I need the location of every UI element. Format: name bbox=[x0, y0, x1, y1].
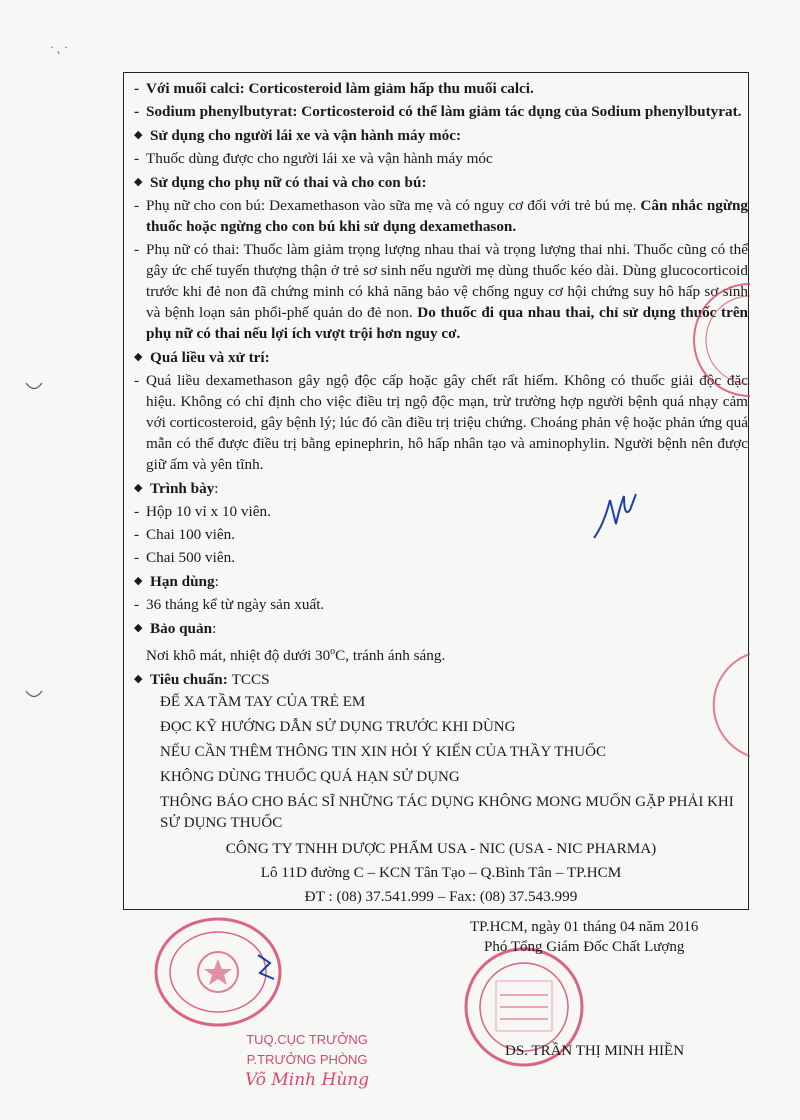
company-name: CÔNG TY TNHH DƯỢC PHẨM USA - NIC (USA - NIC PHARMA) bbox=[225, 840, 657, 858]
warning-line: ĐỂ XA TẦM TAY CỦA TRẺ EM bbox=[160, 694, 366, 711]
overdose-item: - Quá liều dexamethason gây ngộ độc cấp hoặc gây chết rất hiếm. Không có thuốc giải độc đặc hiệu. Không có chỉ định cho việc điều trị ngộ độc mạn, trừ trường hợp người bệnh quá nhạy cảm với corticosteroid, gây bệnh lý; lúc đó cần điều trị triệu chứng. Choáng phản vệ hoặc phản ứng quá mẫn có thể được điều trị bằng epinephrin, hô hấp nhân tạo và aminophylin. Người bệnh nên được giữ ấm và yên tĩnh. bbox=[134, 370, 748, 475]
signatory-name: DS. TRẦN THỊ MINH HIỀN bbox=[505, 1043, 685, 1059]
presentation-item: - Hộp 10 vỉ x 10 viên. bbox=[134, 501, 748, 522]
company-address: Lô 11D đường C – KCN Tân Tạo – Q.Bình Tân – TP.HCM bbox=[260, 864, 622, 882]
warning-line: ĐỌC KỸ HƯỚNG DẪN SỬ DỤNG TRƯỚC KHI DÙNG bbox=[160, 719, 516, 736]
company-contact: ĐT : (08) 37.541.999 – Fax: (08) 37.543.999 bbox=[304, 888, 578, 906]
punch-hole-mark-bottom bbox=[24, 688, 44, 702]
leaflet-body bbox=[134, 78, 748, 910]
standard-heading: ◆ Tiêu chuẩn: TCCS bbox=[134, 669, 748, 690]
shelf-life-heading: ◆ Hạn dùng: bbox=[134, 571, 748, 592]
authority-name: Võ Minh Hùng bbox=[245, 1070, 370, 1090]
shelf-life-item: - 36 tháng kể từ ngày sản xuất. bbox=[134, 594, 748, 615]
signature-block bbox=[470, 917, 750, 957]
presentation-heading: ◆ Trình bày: bbox=[134, 478, 748, 499]
storage-heading: ◆ Bảo quản: bbox=[134, 618, 748, 639]
driving-heading: ◆ Sử dụng cho người lái xe và vận hành máy móc: bbox=[134, 125, 748, 146]
presentation-item: - Chai 100 viên. bbox=[134, 524, 748, 545]
pregnant-item: - Phụ nữ có thai: Thuốc làm giảm trọng lượng nhau thai và trọng lượng thai nhi. Thuốc cũng có thể gây ức chế tuyến thượng thận ở trẻ sơ sinh nếu người mẹ dùng thuốc kéo dài. Dùng glucocorticoid trước khi đẻ non đã chứng minh có khả năng bảo vệ chống nguy cơ hội chứng suy hô hấp sơ sinh và bệnh loạn sản phổi-phế quản do đẻ non. Do thuốc đi qua nhau thai, chỉ sử dụng thuốc trên phụ nữ có thai nếu lợi ích vượt trội hơn nguy cơ. bbox=[134, 239, 748, 344]
edge-stamp-bottom bbox=[680, 650, 750, 760]
storage-text: Nơi khô mát, nhiệt độ dưới 30$^o$C, tránh ánh sáng. bbox=[146, 646, 446, 665]
pregnancy-heading: ◆ Sử dụng cho phụ nữ có thai và cho con bú: bbox=[134, 172, 748, 193]
presentation-item: - Chai 500 viên. bbox=[134, 547, 748, 568]
driving-item: - Thuốc dùng được cho người lái xe và vận hành máy móc bbox=[134, 148, 748, 169]
authority-line-2: P.TRƯỞNG PHÒNG bbox=[246, 1052, 368, 1067]
authority-seal bbox=[148, 915, 288, 1030]
pen-initial-mark bbox=[590, 488, 640, 543]
scan-specks: · ˛ · bbox=[50, 40, 68, 54]
place-date: TP.HCM, ngày 01 tháng 04 năm 2016 bbox=[470, 919, 699, 935]
interaction-sodium-phenylbutyrat: - Sodium phenylbutyrat: Corticosteroid có thể làm giảm tác dụng của Sodium phenylbutyrat. bbox=[134, 101, 748, 122]
overdose-heading: ◆ Quá liều và xử trí: bbox=[134, 347, 748, 368]
signatory-title: Phó Tổng Giám Đốc Chất Lượng bbox=[484, 939, 685, 955]
standard-value: TCCS bbox=[231, 671, 270, 689]
breastfeeding-item: - Phụ nữ cho con bú: Dexamethason vào sữa mẹ và có nguy cơ đối với trẻ bú mẹ. Cân nhắc ngừng thuốc hoặc ngừng cho con bú khi sử dụng dexamethason. bbox=[134, 195, 748, 237]
warning-line: NẾU CẦN THÊM THÔNG TIN XIN HỎI Ý KIẾN CỦA THẦY THUỐC bbox=[160, 744, 606, 761]
authority-line-1: TUQ.CỤC TRƯỞNG bbox=[246, 1032, 368, 1047]
warning-line: THÔNG BÁO CHO BÁC SĨ NHỮNG TÁC DỤNG KHÔNG MONG MUỐN GẶP PHẢI KHI SỬ DỤNG THUỐC bbox=[160, 794, 734, 832]
interaction-calcium: - Với muối calci: Corticosteroid làm giảm hấp thu muối calci. bbox=[134, 78, 748, 99]
warning-line: KHÔNG DÙNG THUỐC QUÁ HẠN SỬ DỤNG bbox=[160, 769, 460, 786]
authority-signature-stamp bbox=[245, 1030, 369, 1090]
punch-hole-mark-top bbox=[24, 380, 44, 394]
edge-stamp-top bbox=[690, 280, 750, 400]
